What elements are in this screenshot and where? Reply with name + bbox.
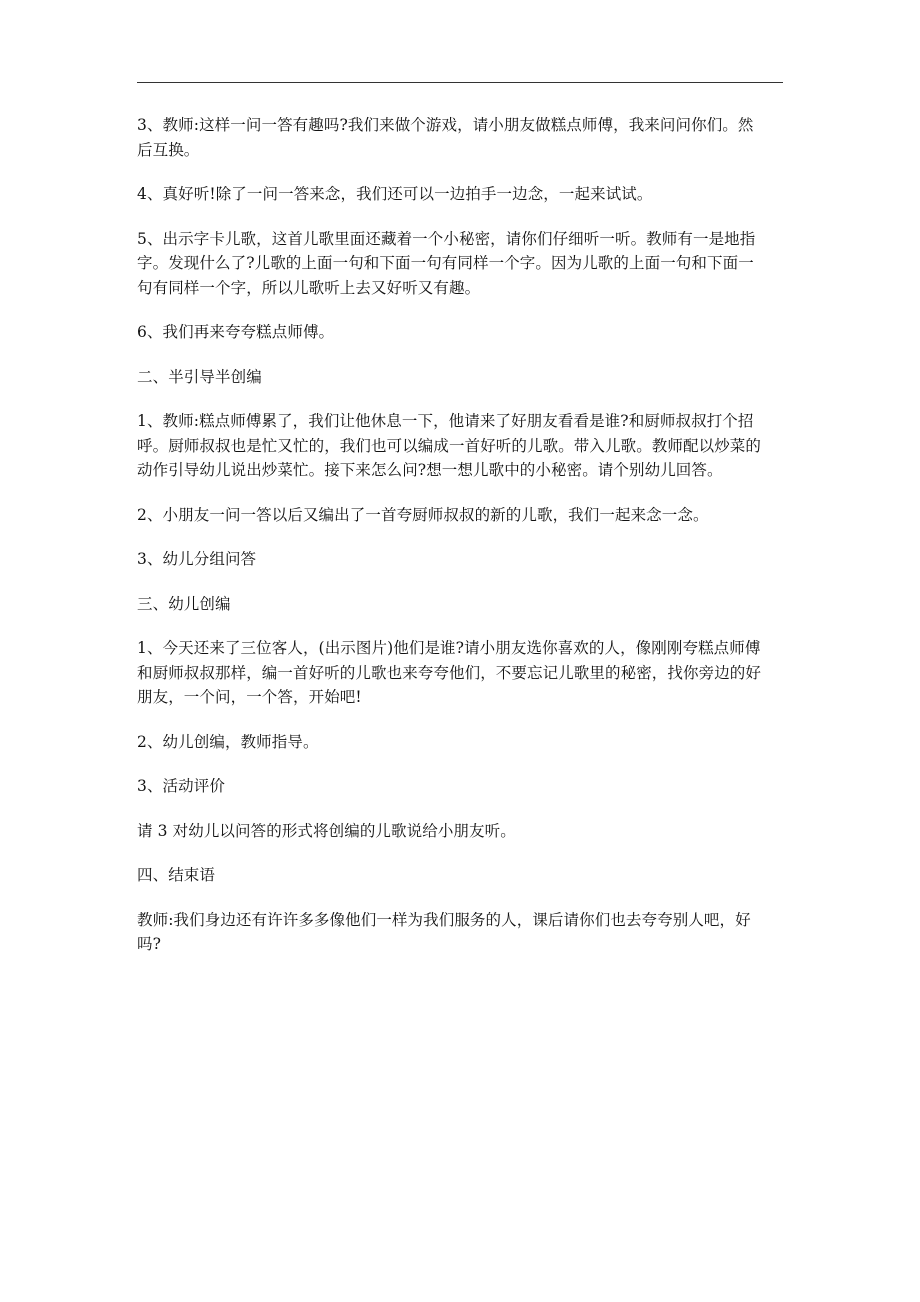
text-line: 朋友，一个问，一个答，开始吧! [137, 688, 362, 706]
paragraph-section3-step-3 [137, 774, 789, 799]
paragraph-step-6 [137, 320, 789, 345]
text-line: 字。发现什么了?儿歌的上面一句和下面一句有同样一个字。因为儿歌的上面一句和下面一 [137, 254, 754, 272]
paragraph-step-3 [137, 113, 789, 162]
document-body [137, 113, 789, 977]
text-line: 动作引导幼儿说出炒菜忙。接下来怎么问?想一想儿歌中的小秘密。请个别幼儿回答。 [137, 461, 723, 479]
heading-text: 四、结束语 [137, 866, 216, 884]
paragraph-section3-step-2 [137, 730, 789, 755]
paragraph-evaluation-note [137, 819, 789, 844]
text-line: 呼。厨师叔叔也是忙又忙的，我们也可以编成一首好听的儿歌。带入儿歌。教师配以炒菜的 [137, 436, 762, 455]
paragraph-step-5 [137, 227, 789, 301]
text-line: 1、教师:糕点师傅累了，我们让他休息一下，他请来了好朋友看看是谁?和厨师叔叔打个招 [137, 412, 754, 430]
paragraph-step-4 [137, 182, 789, 207]
text-line: 教师:我们身边还有许许多多像他们一样为我们服务的人，课后请你们也去夸夸别人吧，好 [137, 910, 751, 929]
header-rule [137, 82, 783, 83]
section-heading-4 [137, 863, 789, 888]
text-line: 后互换。 [137, 140, 200, 159]
text-line: 句有同样一个字，所以儿歌听上去又好听又有趣。 [137, 278, 481, 297]
text-line: 2、幼儿创编，教师指导。 [137, 732, 319, 751]
text-line: 2、小朋友一问一答以后又编出了一首夸厨师叔叔的新的儿歌，我们一起来念一念。 [137, 505, 709, 524]
section-heading-2 [137, 365, 789, 390]
paragraph-section2-step-2 [137, 503, 789, 528]
text-line: 3、活动评价 [137, 777, 225, 795]
text-line: 6、我们再来夸夸糕点师傅。 [137, 323, 335, 341]
heading-text: 三、幼儿创编 [137, 594, 231, 613]
heading-text: 二、半引导半创编 [137, 367, 262, 386]
text-line: 1、今天还来了三位客人，(出示图片)他们是谁?请小朋友选你喜欢的人，像刚刚夸糕点师傅 [137, 639, 761, 657]
text-line: 3、教师:这样一问一答有趣吗?我们来做个游戏，请小朋友做糕点师傅，我来问问你们。然 [137, 116, 754, 134]
text-line: 和厨师叔叔那样，编一首好听的儿歌也来夸夸他们，不要忘记儿歌里的秘密，找你旁边的好 [137, 663, 762, 682]
paragraph-closing [137, 908, 789, 957]
section-heading-3 [137, 592, 789, 617]
text-line: 吗? [137, 935, 162, 953]
text-line: 3、幼儿分组问答 [137, 550, 257, 568]
text-line: 请 3 对幼儿以问答的形式将创编的儿歌说给小朋友听。 [137, 821, 516, 840]
text-line: 5、出示字卡儿歌，这首儿歌里面还藏着一个小秘密，请你们仔细听一听。教师有一是地指 [137, 229, 756, 248]
paragraph-section2-step-3 [137, 547, 789, 572]
text-line: 4、真好听!除了一问一答来念，我们还可以一边拍手一边念，一起来试试。 [137, 185, 653, 203]
paragraph-section2-step-1 [137, 409, 789, 483]
paragraph-section3-step-1 [137, 636, 789, 710]
